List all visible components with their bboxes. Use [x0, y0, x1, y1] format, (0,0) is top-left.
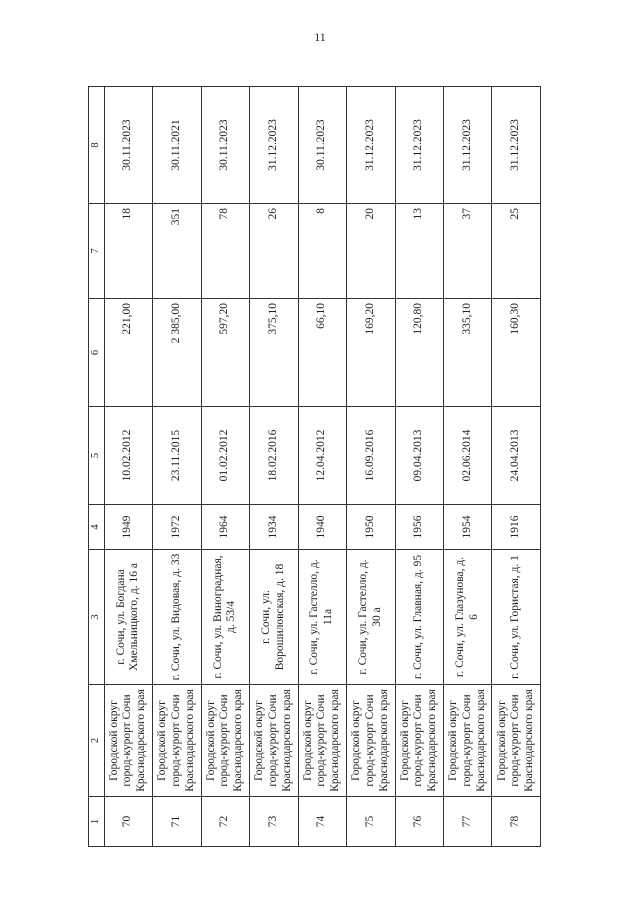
column-header: 8	[89, 87, 105, 204]
deadline-cell: 31.12.2023	[492, 87, 541, 204]
date-cell: 18.02.2016	[250, 407, 298, 505]
area-cell: 120,80	[395, 299, 443, 407]
owner-cell: Городской округ город-курорт Сочи Краснодарского края	[298, 685, 346, 797]
year-cell: 1916	[492, 505, 541, 550]
address-cell: г. Сочи, ул. Гастелло, д. 11а	[298, 550, 346, 685]
area-cell: 375,10	[250, 299, 298, 407]
owner-cell: Городской округ город-курорт Сочи Краснодарского края	[153, 685, 201, 797]
table-row	[250, 87, 298, 847]
year-cell: 1954	[443, 505, 491, 550]
address-cell: г. Сочи, ул. Гастелло, д. 30 а	[347, 550, 395, 685]
date-cell: 16.09.2016	[347, 407, 395, 505]
date-cell: 09.04.2013	[395, 407, 443, 505]
row-number-cell: 78	[492, 797, 541, 847]
row-number-cell: 72	[201, 797, 249, 847]
table-row	[347, 87, 395, 847]
rotated-table-area	[88, 87, 541, 847]
year-cell: 1949	[104, 505, 152, 550]
count-cell: 78	[201, 204, 249, 299]
deadline-cell: 30.11.2023	[104, 87, 152, 204]
page-number: 11	[314, 30, 326, 44]
owner-cell: Городской округ город-курорт Сочи Краснодарского края	[395, 685, 443, 797]
table-row	[443, 87, 491, 847]
deadline-cell: 30.11.2023	[298, 87, 346, 204]
address-cell: г. Сочи, ул. Богдана Хмельницкого, д. 16 а	[104, 550, 152, 685]
table-row	[153, 87, 201, 847]
year-cell: 1956	[395, 505, 443, 550]
year-cell: 1934	[250, 505, 298, 550]
count-cell: 37	[443, 204, 491, 299]
address-cell: г. Сочи, ул. Глазунова, д. 6	[443, 550, 491, 685]
area-cell: 2 385,00	[153, 299, 201, 407]
housing-table	[88, 86, 541, 847]
header-row	[89, 87, 105, 847]
row-number-cell: 73	[250, 797, 298, 847]
column-header: 2	[89, 685, 105, 797]
deadline-cell: 31.12.2023	[250, 87, 298, 204]
count-cell: 351	[153, 204, 201, 299]
area-cell: 597,20	[201, 299, 249, 407]
table-row	[201, 87, 249, 847]
date-cell: 10.02.2012	[104, 407, 152, 505]
column-header: 4	[89, 505, 105, 550]
owner-cell: Городской округ город-курорт Сочи Краснодарского края	[201, 685, 249, 797]
year-cell: 1964	[201, 505, 249, 550]
address-cell: г. Сочи, ул. Ворошиловская, д. 18	[250, 550, 298, 685]
count-cell: 25	[492, 204, 541, 299]
row-number-cell: 77	[443, 797, 491, 847]
year-cell: 1950	[347, 505, 395, 550]
area-cell: 160,30	[492, 299, 541, 407]
date-cell: 24.04.2013	[492, 407, 541, 505]
address-cell: г. Сочи, ул. Главная, д. 95	[395, 550, 443, 685]
column-header: 1	[89, 797, 105, 847]
row-number-cell: 76	[395, 797, 443, 847]
column-header: 6	[89, 299, 105, 407]
deadline-cell: 30.11.2023	[201, 87, 249, 204]
deadline-cell: 31.12.2023	[443, 87, 491, 204]
count-cell: 26	[250, 204, 298, 299]
date-cell: 23.11.2015	[153, 407, 201, 505]
count-cell: 13	[395, 204, 443, 299]
column-header: 5	[89, 407, 105, 505]
table-row	[298, 87, 346, 847]
owner-cell: Городской округ город-курорт Сочи Краснодарского края	[492, 685, 541, 797]
table-row	[492, 87, 541, 847]
owner-cell: Городской округ город-курорт Сочи Краснодарского края	[347, 685, 395, 797]
count-cell: 8	[298, 204, 346, 299]
area-cell: 335,10	[443, 299, 491, 407]
row-number-cell: 70	[104, 797, 152, 847]
owner-cell: Городской округ город-курорт Сочи Краснодарского края	[250, 685, 298, 797]
column-header: 7	[89, 204, 105, 299]
rotated-table	[88, 87, 541, 847]
deadline-cell: 31.12.2023	[347, 87, 395, 204]
year-cell: 1940	[298, 505, 346, 550]
column-header: 3	[89, 550, 105, 685]
row-number-cell: 74	[298, 797, 346, 847]
table-row	[104, 87, 152, 847]
owner-cell: Городской округ город-курорт Сочи Краснодарского края	[443, 685, 491, 797]
row-number-cell: 71	[153, 797, 201, 847]
area-cell: 169,20	[347, 299, 395, 407]
owner-cell: Городской округ город-курорт Сочи Краснодарского края	[104, 685, 152, 797]
area-cell: 66,10	[298, 299, 346, 407]
address-cell: г. Сочи, ул. Видовая, д. 33	[153, 550, 201, 685]
date-cell: 12.04.2012	[298, 407, 346, 505]
deadline-cell: 31.12.2023	[395, 87, 443, 204]
date-cell: 01.02.2012	[201, 407, 249, 505]
area-cell: 221,00	[104, 299, 152, 407]
table-row	[395, 87, 443, 847]
count-cell: 18	[104, 204, 152, 299]
address-cell: г. Сочи, ул. Виноградная, д. 53/4	[201, 550, 249, 685]
row-number-cell: 75	[347, 797, 395, 847]
year-cell: 1972	[153, 505, 201, 550]
deadline-cell: 30.11.2021	[153, 87, 201, 204]
date-cell: 02.06.2014	[443, 407, 491, 505]
address-cell: г. Сочи, ул. Гористая, д. 1	[492, 550, 541, 685]
count-cell: 20	[347, 204, 395, 299]
